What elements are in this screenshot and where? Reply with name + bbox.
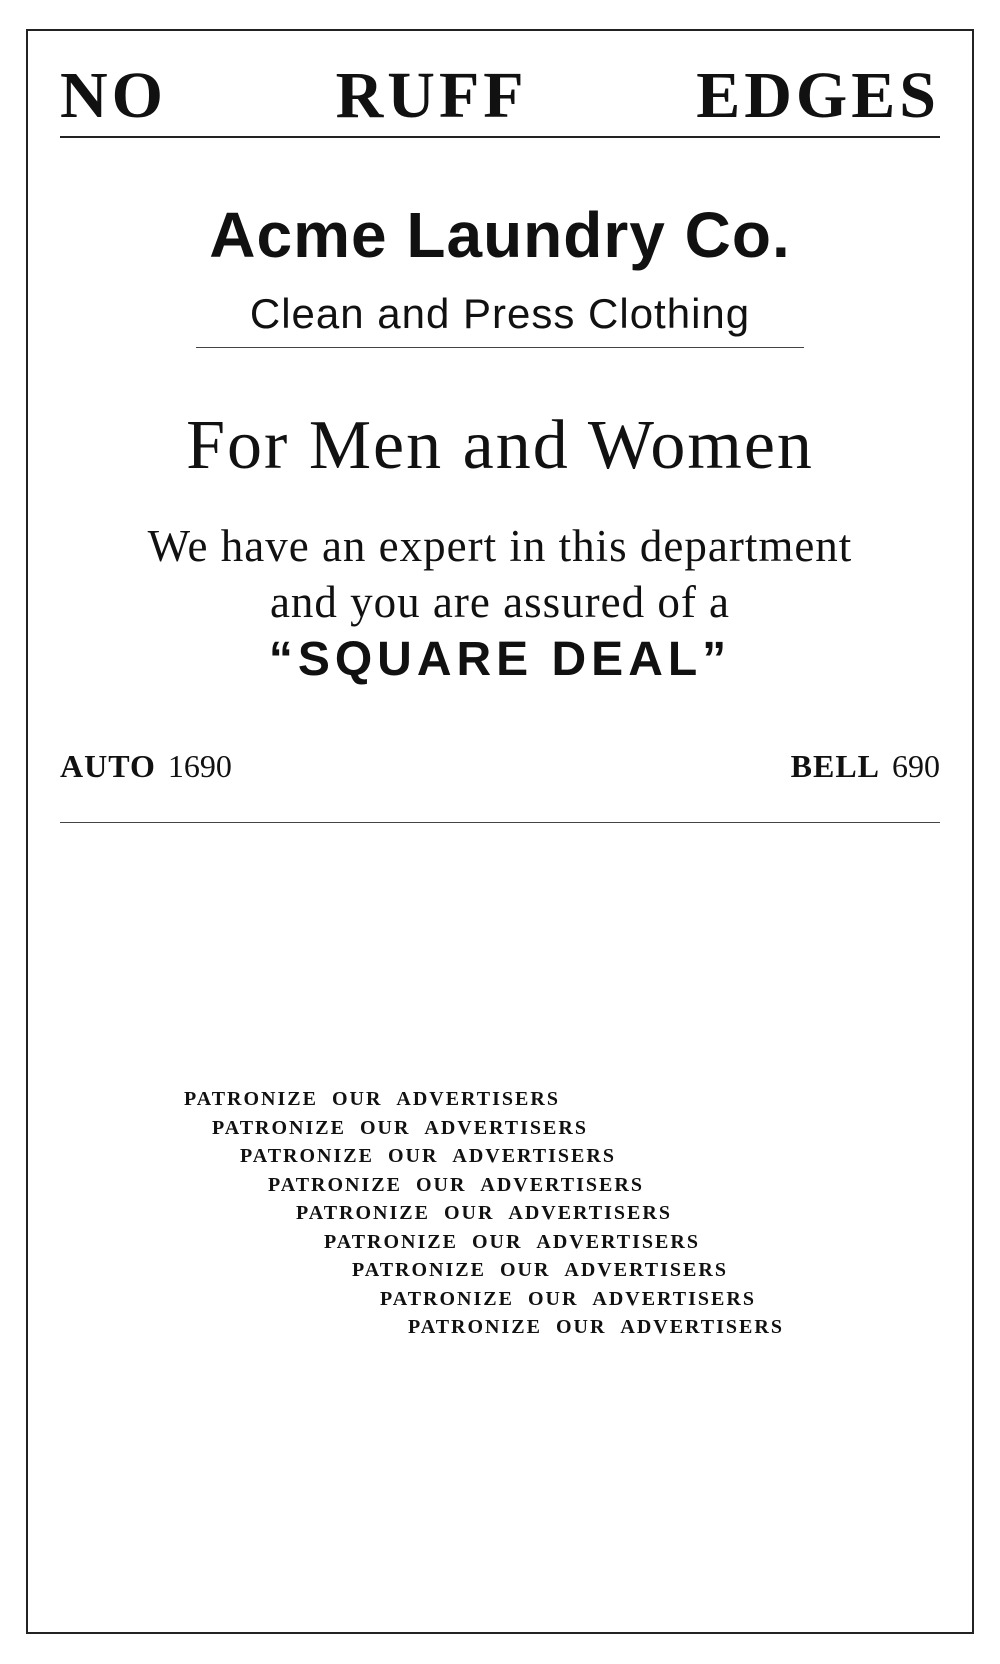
patronize-word: ADVERTISERS [620,1316,784,1338]
patronize-line [184,1088,574,1111]
body-line: and you are assured of a [269,577,731,627]
patronize-word: ADVERTISERS [564,1259,728,1281]
body-line: We have an expert in this department [147,521,853,571]
body-copy [0,518,1000,630]
patronize-word: PATRONIZE [324,1230,458,1253]
headline-word: RUFF [335,59,528,132]
patronize-line [380,1288,770,1311]
patronize-word: OUR [331,1088,383,1110]
patronize-word: ADVERTISERS [536,1230,700,1253]
patronize-word: OUR [471,1230,523,1253]
patronize-word: PATRONIZE [352,1259,486,1281]
bell-phone [791,748,940,785]
headline [60,59,940,132]
patronize-word: OUR [555,1316,607,1338]
patronize-line [240,1145,630,1168]
patronize-word: PATRONIZE [380,1287,514,1310]
headline-rule [60,136,940,138]
patronize-word: PATRONIZE [212,1116,346,1139]
tagline: Clean and Press Clothing [249,290,751,337]
patronize-word: ADVERTISERS [396,1088,560,1110]
patronize-word: OUR [527,1287,579,1310]
bell-number: 690 [892,748,940,784]
phone-numbers [60,748,940,785]
patronize-word: OUR [499,1259,551,1281]
auto-phone [60,748,232,785]
patronize-line [324,1231,714,1254]
auto-number: 1690 [167,748,232,784]
section-rule [60,822,940,823]
company-name: Acme Laundry Co. [209,199,791,271]
patronize-word: PATRONIZE [408,1316,542,1338]
square-deal: “SQUARE DEAL” [268,633,732,686]
patronize-line [212,1117,602,1140]
patronize-line [296,1202,686,1225]
audience-line: For Men and Women [186,407,814,484]
patronize-word: ADVERTISERS [480,1173,644,1196]
patronize-word: OUR [415,1173,467,1196]
patronize-word: ADVERTISERS [508,1202,672,1224]
auto-label: AUTO [60,748,156,784]
bell-label: BELL [790,748,880,784]
patronize-word: PATRONIZE [268,1173,402,1196]
patronize-word: ADVERTISERS [452,1145,616,1167]
patronize-word: OUR [443,1202,495,1224]
patronize-word: OUR [359,1116,411,1139]
patronize-word: OUR [387,1145,439,1167]
patronize-line [268,1174,658,1197]
patronize-word: PATRONIZE [296,1202,430,1224]
patronize-word: PATRONIZE [184,1088,318,1110]
patronize-word: PATRONIZE [240,1145,374,1167]
headline-word: EDGES [696,59,940,132]
patronize-word: ADVERTISERS [592,1287,756,1310]
patronize-word: ADVERTISERS [424,1116,588,1139]
patronize-line [352,1259,742,1282]
patronize-line [408,1316,798,1339]
tagline-rule [196,347,804,348]
headline-word: NO [60,59,167,132]
